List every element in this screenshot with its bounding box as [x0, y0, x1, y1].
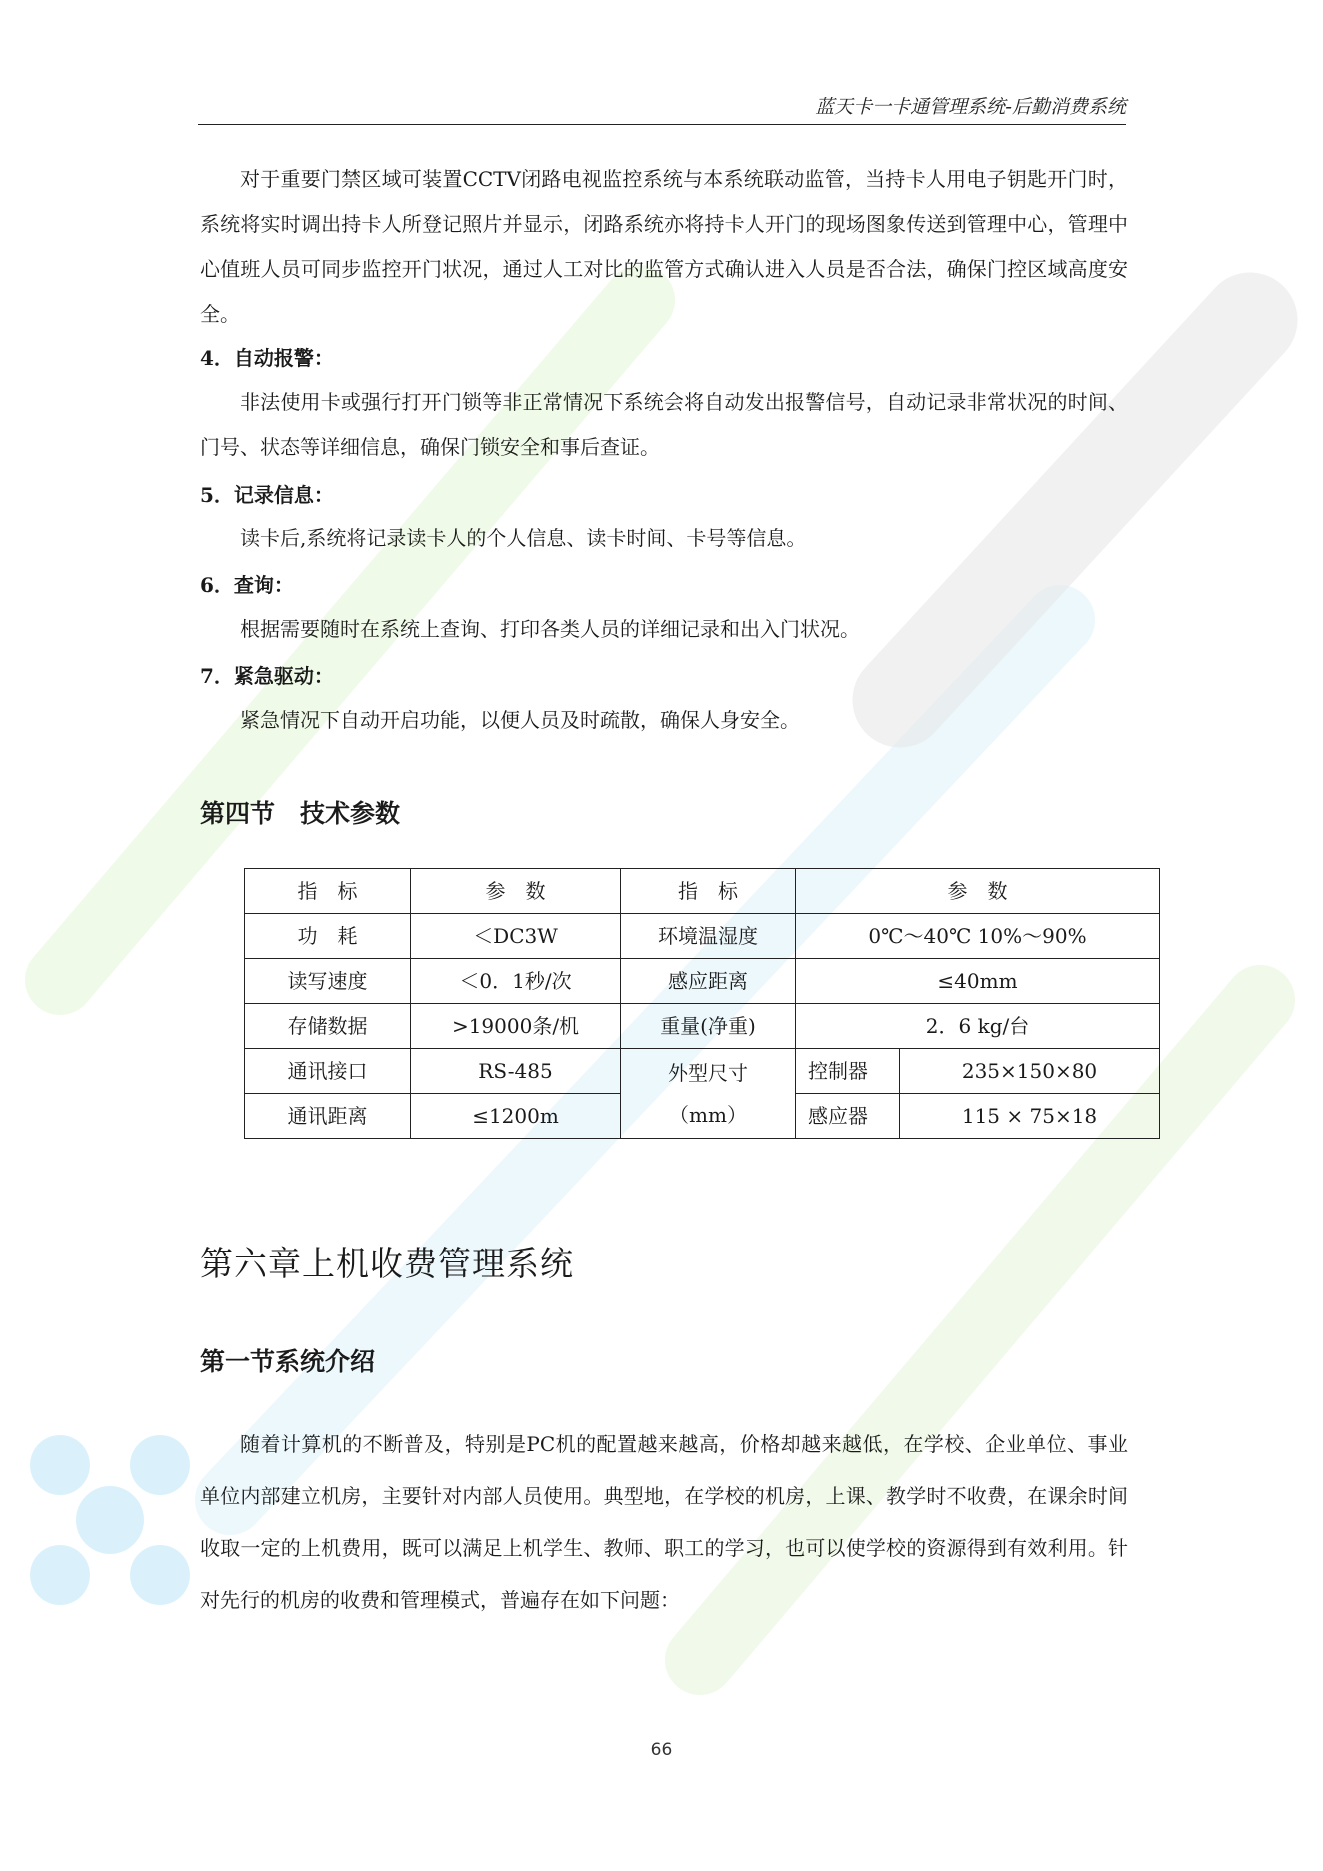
size-label: 外型尺寸 [668, 1060, 748, 1085]
item-heading-alarm: 4．自动报警： [200, 346, 334, 370]
sensor-label: 感应器 [796, 1094, 900, 1139]
controller-label: 控制器 [796, 1049, 900, 1094]
item-text-alarm: 非法使用卡或强行打开门锁等非正常情况下系统会将自动发出报警信号，自动记录非常状况的时间、门号、状态等详细信息，确保门锁安全和事后查证。 [200, 390, 1128, 459]
table-row [245, 959, 1160, 1004]
item-heading-emergency: 7．紧急驱动： [200, 664, 334, 688]
table-row [245, 1049, 1160, 1094]
item-heading-query: 6．查询： [200, 573, 294, 597]
tech-params-table [244, 868, 1160, 1139]
table-header-cell: 指 标 [245, 869, 411, 914]
comm-dist-value: ≤1200m [411, 1094, 621, 1139]
table-header-cell: 参 数 [411, 869, 621, 914]
item-heading-record: 5．记录信息： [200, 483, 334, 507]
running-header: 蓝天卡一卡通管理系统-后勤消费系统 [815, 96, 1126, 118]
size-unit: （mm） [669, 1102, 747, 1127]
table-header-cell: 指 标 [621, 869, 796, 914]
table-cell: 2．6 kg/台 [796, 1004, 1160, 1049]
item-text-emergency: 紧急情况下自动开启功能，以便人员及时疏散，确保人身安全。 [240, 708, 800, 732]
system-intro-paragraph: 随着计算机的不断普及，特别是PC机的配置越来越高，价格却越来越低，在学校、企业单位、事业单位内部建立机房，主要针对内部人员使用。典型地，在学校的机房，上课、教学时不收费，在课余时间收取一定的上机费用，既可以满足上机学生、教师、职工的学习，也可以使学校的资源得到有效利用。针对先行的机房的收费和管理模式，普遍存在如下问题： [200, 1432, 1128, 1612]
header-rule [198, 124, 1126, 125]
table-cell: 环境温湿度 [621, 914, 796, 959]
size-label-cell [621, 1049, 796, 1139]
comm-port-label: 通讯接口 [245, 1049, 411, 1094]
item-text-record: 读卡后,系统将记录读卡人的个人信息、读卡时间、卡号等信息。 [240, 526, 807, 550]
chapter-title: 第六章上机收费管理系统 [200, 1244, 574, 1283]
table-header-row [245, 869, 1160, 914]
table-cell: 功 耗 [245, 914, 411, 959]
table-cell: ＜0．1秒/次 [411, 959, 621, 1004]
section-title-system-intro: 第一节系统介绍 [200, 1347, 376, 1376]
section-title-tech-params: 第四节 技术参数 [200, 799, 401, 828]
controller-size: 235×150×80 [900, 1049, 1160, 1094]
table-cell: 感应距离 [621, 959, 796, 1004]
table-cell: 读写速度 [245, 959, 411, 1004]
table-cell: ＜DC3W [411, 914, 621, 959]
page-number: 66 [650, 1740, 673, 1760]
table-row [245, 1004, 1160, 1049]
comm-dist-label: 通讯距离 [245, 1094, 411, 1139]
table-header-cell: 参 数 [796, 869, 1160, 914]
sensor-size: 115 × 75×18 [900, 1094, 1160, 1139]
intro-paragraph: 对于重要门禁区域可装置CCTV闭路电视监控系统与本系统联动监管，当持卡人用电子钥匙开门时，系统将实时调出持卡人所登记照片并显示，闭路系统亦将持卡人开门的现场图象传送到管理中心，管理中心值班人员可同步监控开门状况，通过人工对比的监管方式确认进入人员是否合法，确保门控区域高度安全。 [200, 167, 1128, 326]
table-cell: 重量(净重) [621, 1004, 796, 1049]
table-cell: 存储数据 [245, 1004, 411, 1049]
table-cell: ≤40mm [796, 959, 1160, 1004]
table-cell: >19000条/机 [411, 1004, 621, 1049]
table-row [245, 914, 1160, 959]
table-cell: 0℃～40℃ 10%～90% [796, 914, 1160, 959]
watermark-flower-icon [30, 1435, 190, 1605]
item-text-query: 根据需要随时在系统上查询、打印各类人员的详细记录和出入门状况。 [240, 617, 860, 641]
comm-port-value: RS-485 [411, 1049, 621, 1094]
